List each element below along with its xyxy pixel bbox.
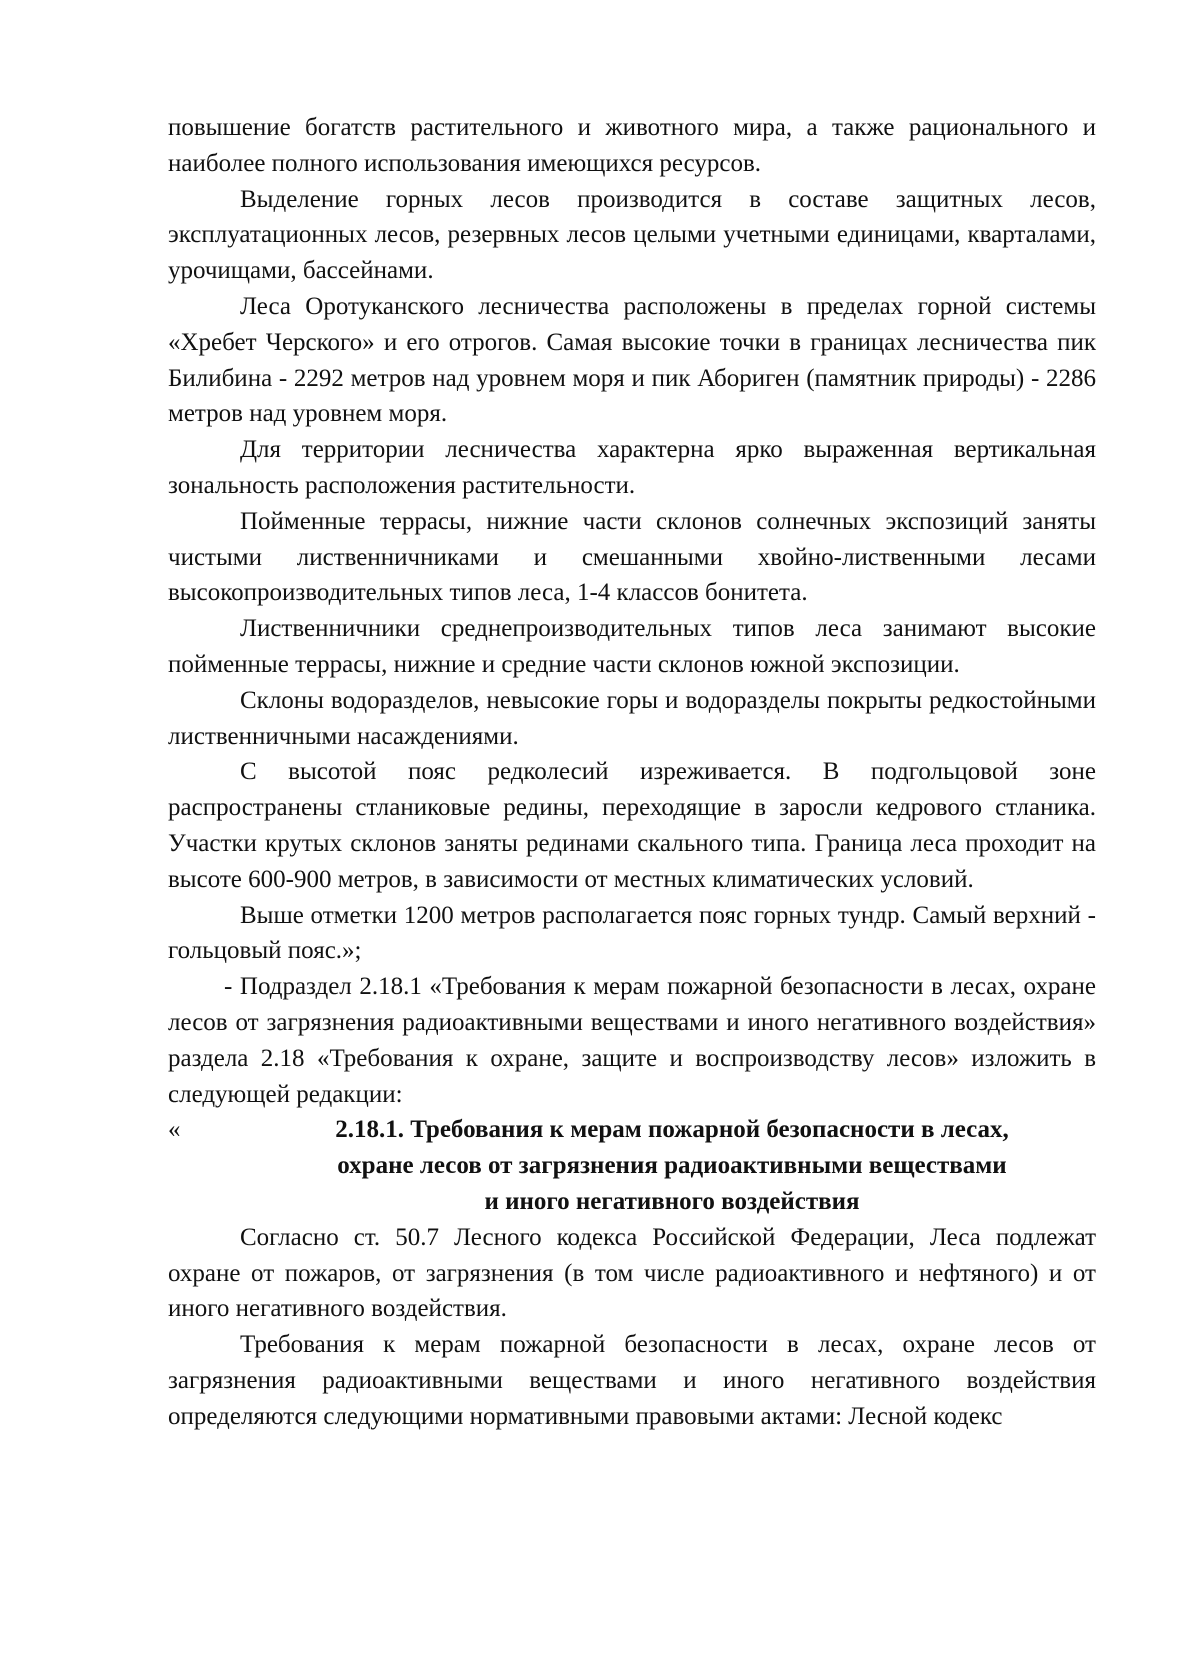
paragraph-watershed-slopes: Склоны водоразделов, невысокие горы и водоразделы покрыты редкостойными лиственничными насаждениями. — [168, 686, 1096, 750]
paragraph-subsection-amendment: - Подраздел 2.18.1 «Требования к мерам пожарной безопасности в лесах, охране лесов от загрязнения радиоактивными веществами и иного негативного воздействия» раздела 2.18 «Требования к охране, защите и воспроизводству лесов» изложить в следующей редакции: — [168, 973, 1096, 1108]
section-heading — [168, 1112, 1096, 1219]
paragraph-forest-code-article: Согласно ст. 50.7 Лесного кодекса Российской Федерации, Леса подлежат охране от пожаров, от загрязнения (в том числе радиоактивного и нефтяного) и от иного негативного воздействия. — [168, 1223, 1096, 1323]
document-page — [168, 110, 1096, 1434]
paragraph-regulatory-acts: Требования к мерам пожарной безопасности в лесах, охране лесов от загрязнения радиоактивными веществами и иного негативного воздействия определяются следующими нормативными правовыми актами: Лесной кодекс — [168, 1331, 1096, 1430]
paragraph-mountain-tundra: Выше отметки 1200 метров располагается пояс горных тундр. Самый верхний - гольцовый пояс.»; — [168, 901, 1096, 965]
paragraph-larch-forests: Лиственничники среднепроизводительных типов леса занимают высокие пойменные террасы, нижние и средние части склонов южной экспозиции. — [168, 615, 1096, 678]
paragraph-vertical-zoning: Для территории лесничества характерна ярко выраженная вертикальная зональность расположения растительности. — [168, 436, 1096, 499]
paragraph-subalpine-zone: С высотой пояс редколесий изреживается. В подгольцовой зоне распространены стланиковые редины, переходящие в заросли кедрового стланика. Участки крутых склонов заняты рединами скального типа. Граница леса проходит на высоте 600-900 метров, в зависимости от местных климатических условий. — [168, 758, 1096, 893]
paragraph-floodplain-terraces: Пойменные террасы, нижние части склонов солнечных экспозиций заняты чистыми лиственничниками и смешанными хвойно-лиственными лесами высокопроизводительных типов леса, 1-4 классов бонитета. — [168, 507, 1096, 607]
heading-line-1: 2.18.1. Требования к мерам пожарной безопасности в лесах, — [335, 1116, 1009, 1144]
paragraph-continuation: повышение богатств растительного и животного мира, а также рационального и наиболее полного использования имеющихся ресурсов. — [168, 114, 1096, 177]
heading-line-2: охране лесов от загрязнения радиоактивными веществами — [337, 1152, 1007, 1180]
heading-line-3: и иного негативного воздействия — [484, 1187, 860, 1215]
opening-quote-mark: « — [168, 1116, 181, 1144]
paragraph-cherskogo-range: Леса Оротуканского лесничества расположены в пределах горной системы «Хребет Черского» и его отрогов. Самая высокие точки в границах лесничества пик Билибина - 2292 метров над уровнем моря и пик Абориген (памятник природы) - 2286 метров над уровнем моря. — [168, 292, 1096, 428]
paragraph-mountain-forests: Выделение горных лесов производится в составе защитных лесов, эксплуатационных лесов, резервных лесов целыми учетными единицами, кварталами, урочищами, бассейнами. — [168, 185, 1096, 285]
